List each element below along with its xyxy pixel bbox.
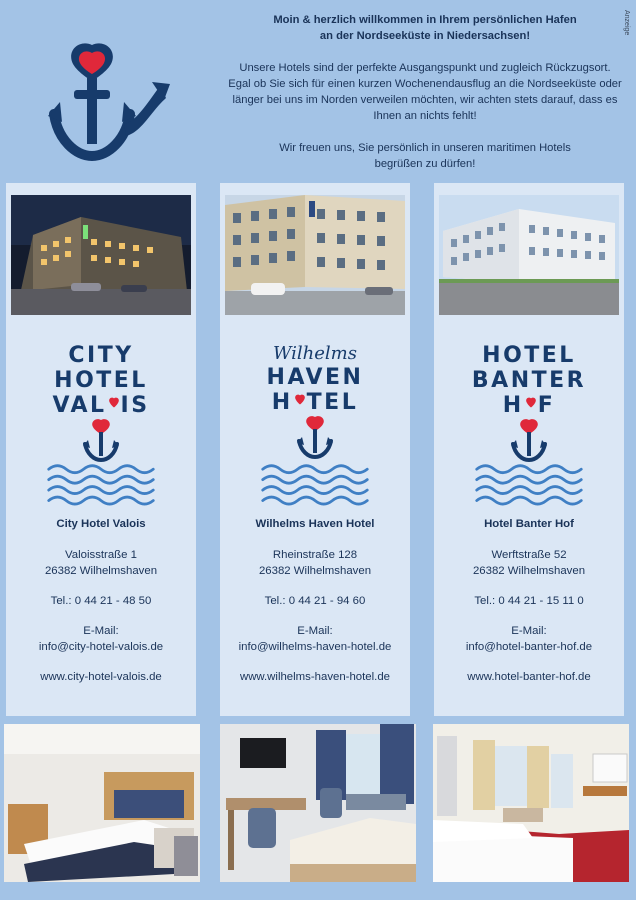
hotel-name: Wilhelms Haven Hotel [255, 518, 375, 530]
heart-icon [524, 395, 538, 413]
logo-text-line-3 [220, 390, 410, 415]
hotel-exterior-photo [439, 195, 619, 315]
headline-line-1: Moin & herzlich willkommen in Ihrem persönlichen Hafen [273, 14, 577, 26]
logo-text-line-3b: F [537, 393, 556, 418]
anchor-icon [81, 418, 121, 462]
headline-line-2: an der Nordseeküste in Niedersachsen! [319, 30, 531, 42]
intro-para-2-line-2: begrüßen zu dürfen! [374, 158, 476, 170]
hotel-email-link[interactable]: info@hotel-banter-hof.de [465, 641, 593, 653]
hotel-card-banter-hof [434, 183, 624, 716]
logo-text-line-3b: TEL [306, 390, 359, 415]
hotel-city: 26382 Wilhelmshaven [44, 565, 158, 577]
hotel-info [434, 516, 624, 685]
hotel-name: City Hotel Valois [56, 518, 146, 530]
intro-para-1-line-2: Egal ob Sie sich für einen kurzen Wochenendausflug an die Nordseeküste oder [228, 78, 622, 90]
email-label: E-Mail: [297, 625, 333, 637]
logo-text-line-1: HOTEL [482, 343, 576, 368]
logo-text-line-3a: VAL [52, 393, 107, 418]
hotel-info [6, 516, 196, 685]
logo-text-line-2: HAVEN [266, 365, 364, 390]
hotel-info [220, 516, 410, 685]
heart-icon [293, 392, 307, 410]
hotel-logo [220, 343, 410, 443]
heart-icon [107, 395, 121, 413]
hotel-website-link[interactable]: www.city-hotel-valois.de [40, 671, 162, 683]
email-label: E-Mail: [83, 625, 119, 637]
room-photo-wilhelms-haven [220, 724, 416, 882]
hotel-exterior-photo [225, 195, 405, 315]
hotel-street: Valoisstraße 1 [65, 549, 137, 561]
hotel-phone[interactable]: Tel.: 0 44 21 - 15 11 0 [474, 595, 584, 607]
ad-label: Anzeige [623, 10, 630, 36]
email-label: E-Mail: [511, 625, 547, 637]
hotel-phone[interactable]: Tel.: 0 44 21 - 48 50 [50, 595, 152, 607]
hotel-website-link[interactable]: www.hotel-banter-hof.de [467, 671, 591, 683]
logo-text-line-2: HOTEL [54, 368, 148, 393]
hotel-exterior-photo [11, 195, 191, 315]
waves-icon [475, 460, 583, 508]
intro-para-2-line-1: Wir freuen uns, Sie persönlich in unseren maritimen Hotels [279, 142, 571, 154]
logo-text-line-3b: IS [120, 393, 150, 418]
hotel-street: Rheinstraße 128 [272, 549, 358, 561]
logo-text-line-3 [6, 393, 196, 418]
hotel-website-link[interactable]: www.wilhelms-haven-hotel.de [239, 671, 391, 683]
logo-text-line-3 [434, 393, 624, 418]
logo-text-line-2: BANTER [471, 368, 587, 393]
waves-icon [261, 460, 369, 508]
room-photo-city-valois [4, 724, 200, 882]
hotel-email-link[interactable]: info@wilhelms-haven-hotel.de [238, 641, 392, 653]
hotel-name: Hotel Banter Hof [484, 518, 574, 530]
hotel-logo [6, 343, 196, 443]
hotel-email-link[interactable]: info@city-hotel-valois.de [38, 641, 164, 653]
logo-text-line-3a: H [271, 390, 293, 415]
waves-icon [47, 460, 155, 508]
intro-para-1-line-3: länger bei uns im Norden verweilen möchten, wir achten stets darauf, dass es [232, 94, 618, 106]
hotel-card-city-valois [6, 183, 196, 716]
intro-text [220, 12, 630, 172]
logo-text-line-1: Wilhelms [272, 343, 357, 364]
logo-text-line-3a: H [502, 393, 524, 418]
intro-para-1-line-1: Unsere Hotels sind der perfekte Ausgangspunkt und zugleich Rückzugsort. [239, 62, 611, 74]
intro-para-1-line-4: Ihnen an nichts fehlt! [373, 110, 477, 122]
room-photo-banter-hof [433, 724, 629, 882]
anchor-icon [295, 415, 335, 459]
hotel-city: 26382 Wilhelmshaven [472, 565, 586, 577]
hotel-city: 26382 Wilhelmshaven [258, 565, 372, 577]
hotel-card-wilhelms-haven [220, 183, 410, 716]
anchor-icon [509, 418, 549, 462]
hotel-street: Werftstraße 52 [491, 549, 567, 561]
hotel-phone[interactable]: Tel.: 0 44 21 - 94 60 [264, 595, 366, 607]
anchor-heart-logo [44, 42, 172, 162]
logo-text-line-1: CITY [68, 343, 134, 368]
hotel-logo [434, 343, 624, 443]
